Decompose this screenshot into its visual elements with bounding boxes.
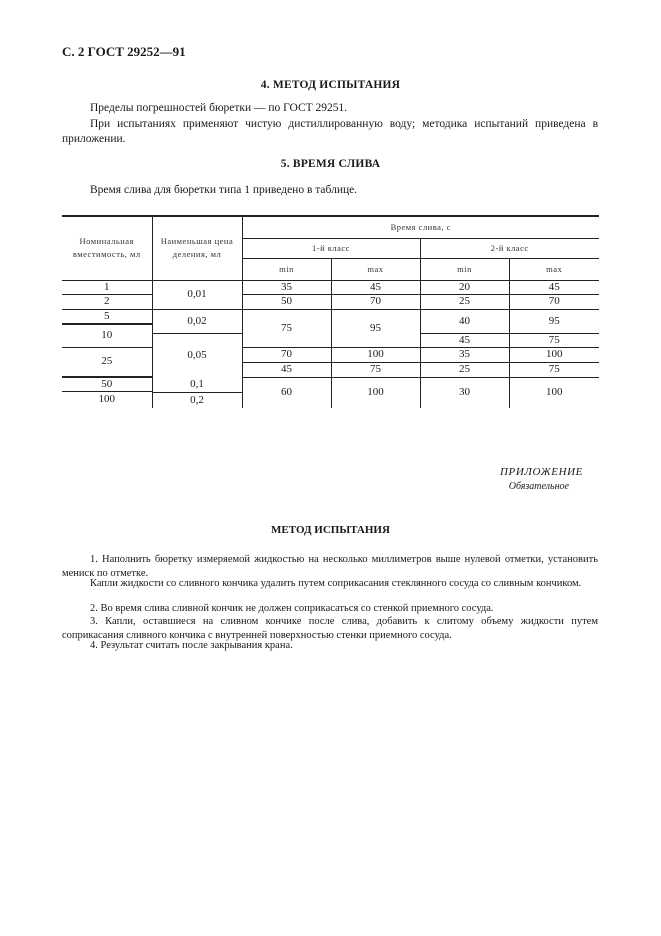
cell-time: 75 bbox=[331, 362, 420, 377]
appendix-item-3: 3. Капли, оставшиеся на сливном кончике после слива, добавить к слитому объему жидкости путем соприкасания сливного кончика с внутренней поверхностью стенки приемного сосуда. bbox=[62, 616, 598, 641]
cell-time: 25 bbox=[420, 294, 509, 309]
cell-time: 75 bbox=[242, 309, 331, 347]
header-time: Время слива, с bbox=[242, 216, 599, 238]
cell-time: 35 bbox=[420, 347, 509, 362]
section-4-title: 4. МЕТОД ИСПЫТАНИЯ bbox=[260, 79, 401, 91]
cell-time: 100 bbox=[509, 377, 599, 408]
cell-time: 60 bbox=[242, 377, 331, 408]
cell-time: 50 bbox=[242, 294, 331, 309]
cell-division: 0,05 bbox=[152, 333, 242, 377]
section-5-title: 5. ВРЕМЯ СЛИВА bbox=[280, 158, 381, 170]
header-min-1: min bbox=[242, 258, 331, 280]
cell-capacity: 25 bbox=[62, 347, 152, 377]
appendix-title: МЕТОД ИСПЫТАНИЯ bbox=[271, 524, 390, 536]
header-class-2: 2-й класс bbox=[420, 238, 599, 258]
cell-time: 35 bbox=[242, 280, 331, 294]
cell-division: 0,2 bbox=[152, 393, 242, 408]
appendix-sublabel: Обязательное bbox=[508, 481, 569, 492]
cell-time: 100 bbox=[331, 347, 420, 362]
section-5-paragraph-1: Время слива для бюретки типа 1 приведено в таблице. bbox=[90, 184, 358, 196]
appendix-item-2: 2. Во время слива сливной кончик не должен соприкасаться со стенкой приемного сосуда. bbox=[90, 603, 494, 614]
cell-time: 45 bbox=[242, 362, 331, 377]
header-division: Наименьшая цена деления, мл bbox=[152, 216, 242, 280]
cell-time: 100 bbox=[331, 377, 420, 408]
table-row bbox=[62, 294, 599, 309]
cell-time: 40 bbox=[420, 309, 509, 333]
cell-capacity: 1 bbox=[62, 280, 152, 294]
page-header: С. 2 ГОСТ 29252—91 bbox=[62, 44, 186, 59]
header-max-2: max bbox=[509, 258, 599, 280]
header-max-1: max bbox=[331, 258, 420, 280]
header-capacity: Номинальная вместимость, мл bbox=[62, 216, 152, 280]
section-4-paragraph-1: Пределы погрешностей бюретки — по ГОСТ 29251. bbox=[90, 102, 348, 114]
cell-capacity: 100 bbox=[62, 392, 152, 408]
cell-time: 45 bbox=[420, 333, 509, 347]
table-row bbox=[62, 309, 599, 324]
cell-time: 45 bbox=[331, 280, 420, 294]
cell-division: 0,02 bbox=[152, 309, 242, 333]
cell-time: 70 bbox=[331, 294, 420, 309]
appendix-item-4: 4. Результат считать после закрывания крана. bbox=[90, 640, 293, 651]
cell-capacity: 50 bbox=[101, 378, 113, 390]
table-row bbox=[62, 280, 599, 294]
appendix-label: ПРИЛОЖЕНИЕ bbox=[500, 466, 583, 478]
header-class-1: 1-й класс bbox=[242, 238, 420, 258]
cell-time: 70 bbox=[509, 294, 599, 309]
cell-capacity: 5 bbox=[62, 309, 152, 324]
drain-time-table bbox=[62, 215, 599, 408]
cell-time: 75 bbox=[509, 333, 599, 347]
cell-division: 0,1 bbox=[152, 377, 242, 393]
cell-capacity: 10 bbox=[101, 329, 113, 342]
cell-time: 95 bbox=[509, 309, 599, 333]
cell-time: 100 bbox=[509, 347, 599, 362]
section-4-paragraph-2: При испытаниях применяют чистую дистиллированную воду; методика испытаний приведена в приложении. bbox=[62, 118, 598, 145]
table-row bbox=[62, 377, 599, 392]
appendix-item-1-note: Капли жидкости со сливного кончика удалить путем соприкасания стеклянного сосуда со сливным кончиком. bbox=[90, 578, 582, 589]
cell-time: 30 bbox=[420, 377, 509, 408]
cell-time: 75 bbox=[509, 362, 599, 377]
cell-time: 25 bbox=[420, 362, 509, 377]
table-row bbox=[62, 347, 599, 362]
header-min-2: min bbox=[420, 258, 509, 280]
cell-time: 45 bbox=[509, 280, 599, 294]
cell-capacity: 2 bbox=[62, 294, 152, 309]
cell-time: 20 bbox=[420, 280, 509, 294]
appendix-item-1: 1. Наполнить бюретку измеряемой жидкостью на несколько миллиметров выше нулевой отметки, установить мениск по отметке. bbox=[62, 554, 598, 579]
cell-division: 0,01 bbox=[152, 280, 242, 309]
cell-time: 70 bbox=[242, 347, 331, 362]
cell-time: 95 bbox=[331, 309, 420, 347]
